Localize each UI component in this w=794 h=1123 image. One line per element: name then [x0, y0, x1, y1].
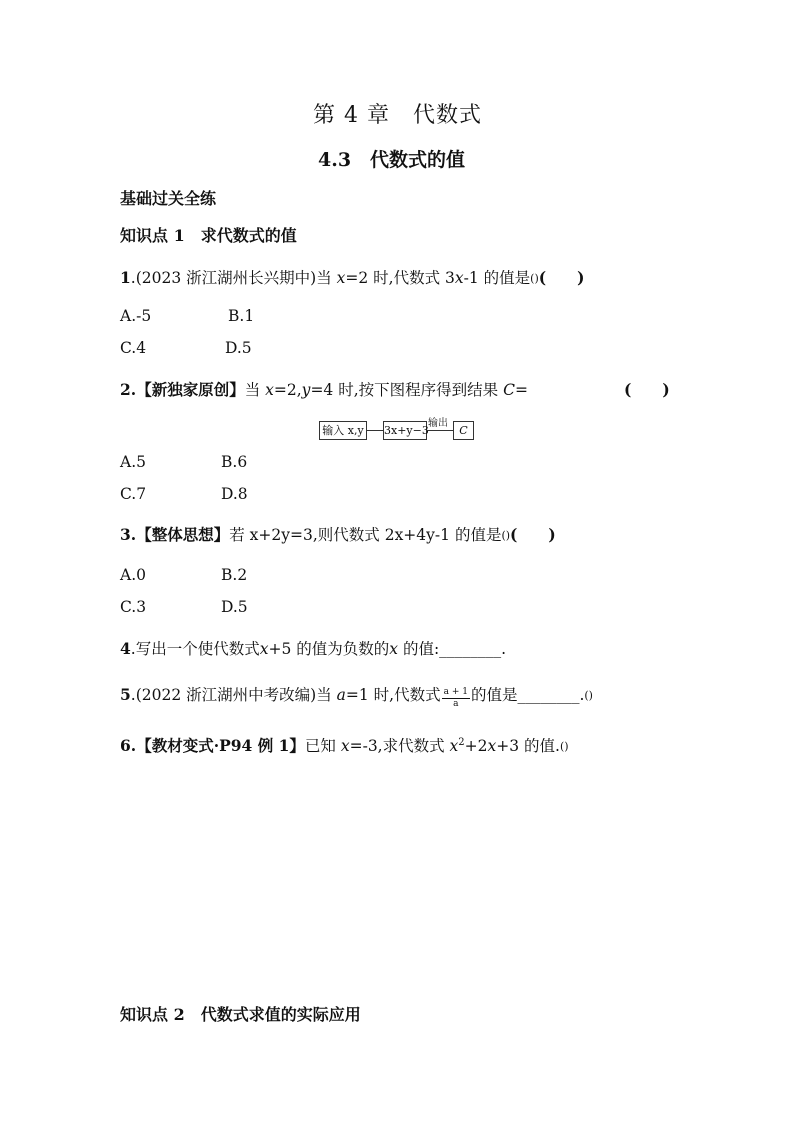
- knowledge-point-1: 知识点 1 求代数式的值: [120, 226, 297, 245]
- q1-option-a: A.-5: [120, 307, 152, 325]
- question-2: 2.【新独家原创】当 x=2,y=4 时,按下图程序得到结果 C=: [120, 380, 528, 399]
- chapter-title: 第 4 章 代数式: [313, 103, 482, 128]
- question-6: 6.【教材变式·P94 例 1】已知 x=-3,求代数式 $x^2+2x+3$ 的值.(): [120, 736, 569, 755]
- q2-option-c: C.7: [120, 485, 147, 503]
- question-1: 1.(2023 浙江湖州长兴期中)当 x=2 时,代数式 3x-1 的值是()( ): [120, 268, 585, 287]
- knowledge-point-2: 知识点 2 代数式求值的实际应用: [120, 1005, 361, 1024]
- flow-output-label: 输出: [428, 418, 448, 429]
- section-title: 4.3 代数式的值: [318, 149, 466, 171]
- q3-option-b: B.2: [221, 566, 248, 584]
- fraction: $\frac{a + 1}{a}$: [443, 687, 468, 709]
- q3-option-d: D.5: [221, 598, 248, 616]
- q2-option-a: A.5: [120, 453, 146, 471]
- flow-arrow: [366, 430, 383, 431]
- practice-heading: 基础过关全练: [120, 189, 217, 208]
- q1-option-c: C.4: [120, 339, 147, 357]
- q2-option-b: B.6: [221, 453, 248, 471]
- answer-blank: ( ): [510, 525, 556, 544]
- flow-arrow: [426, 430, 453, 431]
- q2-option-d: D.8: [221, 485, 248, 503]
- question-5: 5.(2022 浙江湖州中考改编)当 a=1 时,代数式 $\frac{a + 1}{a}$ 的值是________.(): [120, 685, 593, 709]
- question-3: 3.【整体思想】若 x+2y=3,则代数式 2x+4y-1 的值是()( ): [120, 525, 556, 544]
- flow-input-box: 输入 x,y: [319, 421, 367, 440]
- q3-option-a: A.0: [120, 566, 146, 584]
- flow-operation-box: 3x+y−3: [383, 421, 427, 440]
- answer-blank: ( ): [624, 380, 670, 399]
- q3-option-c: C.3: [120, 598, 147, 616]
- q1-option-d: D.5: [225, 339, 252, 357]
- answer-blank: ( ): [538, 268, 585, 287]
- flow-result-box: C: [453, 421, 474, 440]
- q1-option-b: B.1: [228, 307, 255, 325]
- question-4: 4.写出一个使代数式x+5 的值为负数的x 的值:________.: [120, 639, 507, 658]
